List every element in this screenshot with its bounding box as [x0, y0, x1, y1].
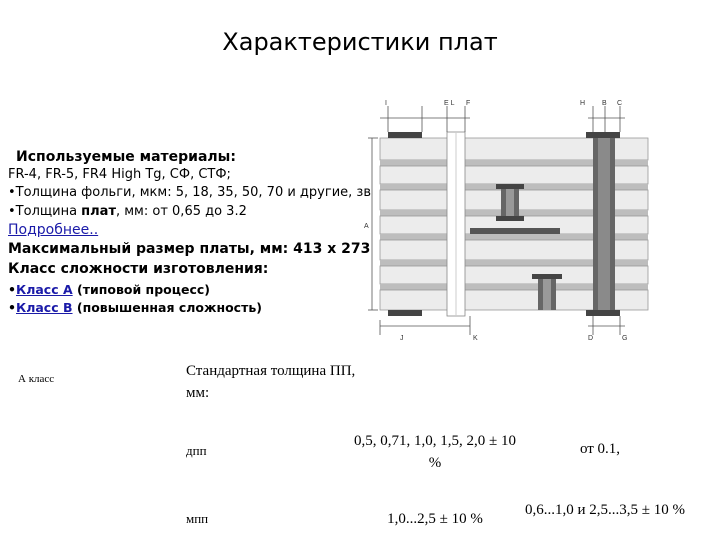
- label-h: H: [580, 100, 586, 107]
- row-mpp-value-a: 1,0...2,5 ± 10 %: [387, 511, 483, 527]
- row-mpp-value-b: 0,6...1,0 и 2,5...3,5 ± 10 %: [524, 502, 685, 518]
- class-b-item: [8, 299, 262, 316]
- row-dpp-value-b: от 0.1,: [579, 441, 621, 457]
- std-thickness-header: Стандартная толщина ПП, мм:: [186, 363, 356, 401]
- class-a-item: [8, 281, 210, 298]
- board-thickness-bold: плат: [81, 204, 116, 219]
- more-link[interactable]: Подробнее..: [8, 222, 99, 238]
- class-a-desc: (типовой процесс): [72, 282, 211, 297]
- label-c: C: [617, 100, 623, 107]
- row-dpp-value-a: 0,5, 0,71, 1,0, 1,5, 2,0 ± 10 %: [354, 433, 516, 471]
- label-b: B: [602, 100, 607, 107]
- label-d: D: [588, 335, 594, 342]
- bullet: •: [8, 282, 16, 297]
- label-k: K: [473, 335, 478, 342]
- board-thickness-text: [8, 203, 247, 220]
- board-thickness-range: , мм: от 0,65 до 3.2: [115, 204, 247, 219]
- class-b-link[interactable]: Класс В: [16, 300, 73, 315]
- label-a: A: [364, 223, 369, 230]
- label-i: I: [385, 100, 387, 107]
- page-title: Характеристики плат: [222, 28, 498, 56]
- class-label: А класс: [18, 373, 55, 385]
- pcb-cross-section-diagram: [364, 96, 660, 346]
- row-dpp-label: дпп: [186, 443, 207, 458]
- complexity-heading: Класс сложности изготовления:: [8, 261, 269, 277]
- label-j: J: [400, 335, 404, 342]
- class-a-link[interactable]: Класс А: [16, 282, 73, 297]
- materials-list: FR-4, FR-5, FR4 High Tg, СФ, СТФ;: [8, 167, 231, 182]
- materials-heading: Используемые материалы:: [16, 149, 236, 165]
- label-f: F: [466, 100, 471, 107]
- board-thickness-prefix: •Толщина: [8, 204, 82, 219]
- label-g: G: [622, 335, 628, 342]
- row-mpp-label: мпп: [186, 511, 209, 526]
- bullet: •: [8, 300, 16, 315]
- class-b-desc: (повышенная сложность): [72, 300, 262, 315]
- max-size-text: Максимальный размер платы, мм: 413 х 273: [8, 241, 371, 257]
- label-el: E L: [444, 100, 455, 107]
- foil-thickness-text: •Толщина фольги, мкм: 5, 18, 35, 50, 70 и другие, зв: [8, 185, 371, 200]
